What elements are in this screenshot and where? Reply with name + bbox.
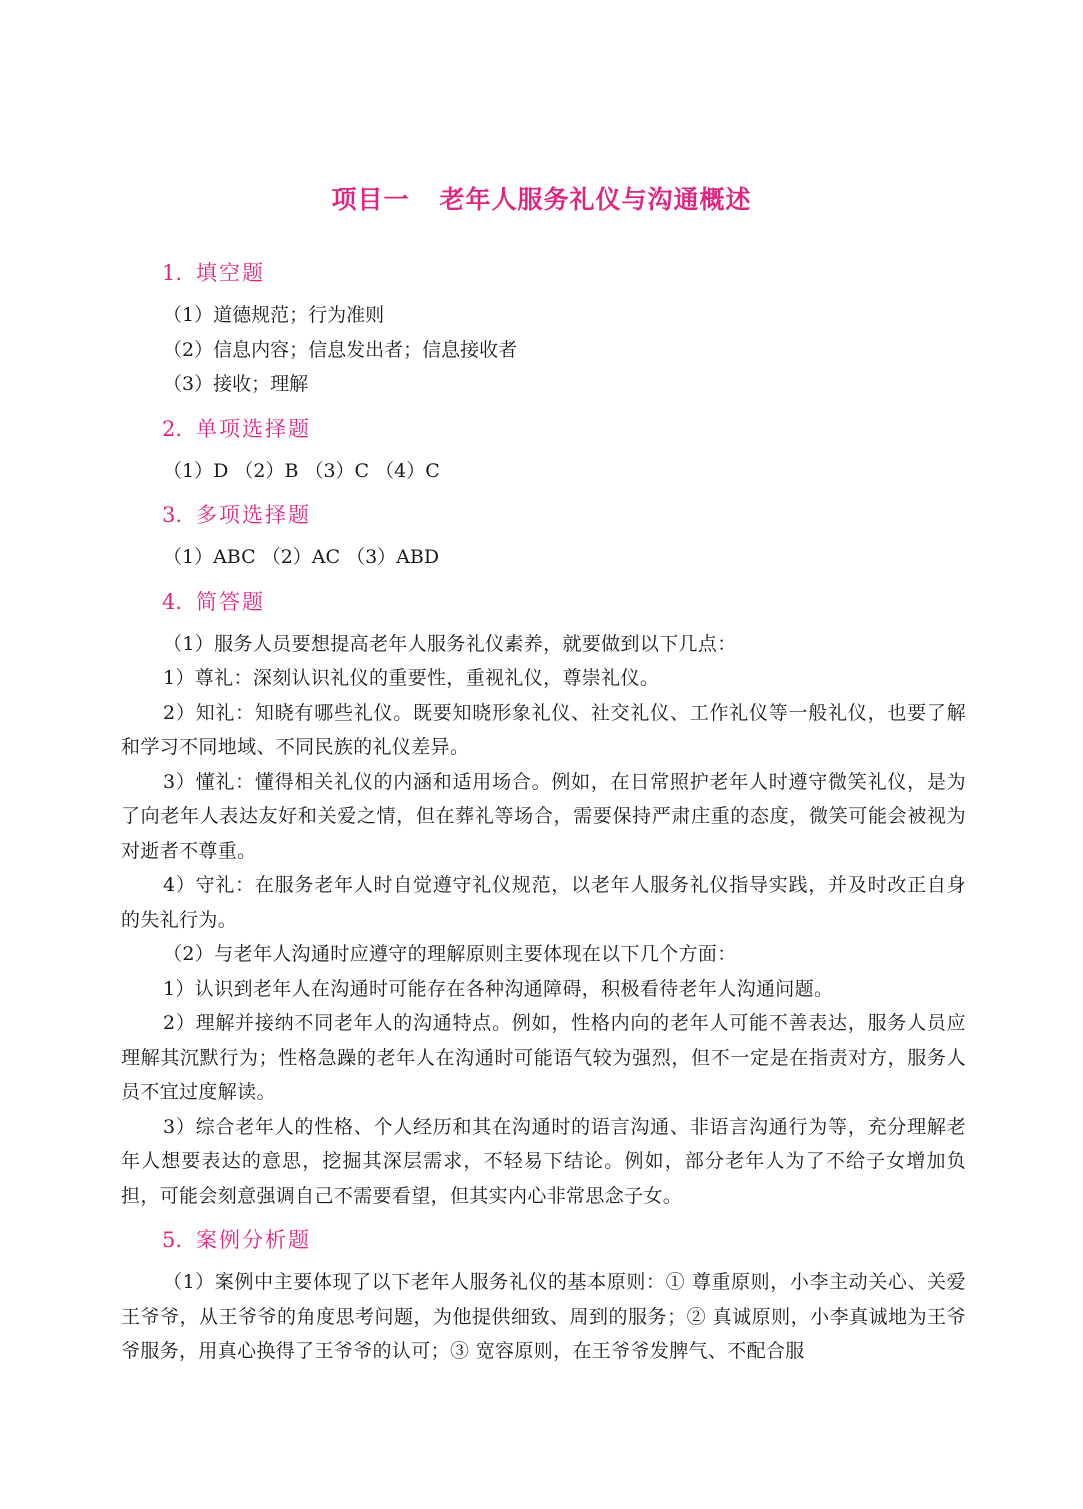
answer-paragraph: （1）服务人员要想提高老年人服务礼仪素养，就要做到以下几点：: [163, 632, 737, 655]
section-heading-short-answer: 4. 简答题: [162, 589, 266, 614]
answer-content: [121, 252, 966, 1369]
answer-paragraph: 3）综合老年人的性格、个人经历和其在沟通时的语言沟通、非语言沟通行为等，充分理解老年人想要表达的意思，挖掘其深层需求，不轻易下结论。例如，部分老年人为了不给子女增加负担，可能会刻意强调自己不需要看望，但其实内心非常思念子女。: [121, 1115, 966, 1207]
answer-paragraph: （2）与老年人沟通时应遵守的理解原则主要体现在以下几个方面：: [163, 943, 737, 965]
section-heading-single-choice: 2. 单项选择题: [162, 416, 312, 441]
chapter-name: 老年人服务礼仪与沟通概述: [439, 185, 752, 214]
section-heading-case-analysis: 5. 案例分析题: [162, 1228, 312, 1252]
answer-paragraph: 4）守礼：在服务老年人时自觉遵守礼仪规范，以老年人服务礼仪指导实践，并及时改正自身的失礼行为。: [121, 874, 966, 931]
answer-line: （2）信息内容；信息发出者；信息接收者: [163, 338, 518, 361]
answer-line: （1）ABC （2）AC （3）ABD: [163, 546, 440, 568]
answer-paragraph: （1）案例中主要体现了以下老年人服务礼仪的基本原则：① 尊重原则，小李主动关心、关爱王爷爷，从王爷爷的角度思考问题，为他提供细致、周到的服务；② 真诚原则，小李真诚地为王爷爷服务，用真心换得了王爷爷的认可；③ 宽容原则，在王爷爷发脾气、不配合服: [121, 1271, 966, 1362]
answer-paragraph: 1）尊礼：深刻认识礼仪的重要性，重视礼仪，尊崇礼仪。: [163, 667, 660, 689]
section-heading-fill-blank: 1. 填空题: [162, 261, 266, 285]
answer-paragraph: 3）懂礼：懂得相关礼仪的内涵和适用场合。例如，在日常照护老年人时遵守微笑礼仪，是为了向老年人表达友好和关爱之情，但在葬礼等场合，需要保持严肃庄重的态度，微笑可能会被视为对逝者不尊重。: [121, 770, 966, 862]
chapter-number: 项目一: [331, 185, 410, 214]
chapter-title: [0, 180, 1083, 216]
answer-paragraph: 2）知礼：知晓有哪些礼仪。既要知晓形象礼仪、社交礼仪、工作礼仪等一般礼仪，也要了解和学习不同地域、不同民族的礼仪差异。: [121, 701, 966, 758]
answer-line: （1）道德规范；行为准则: [163, 304, 385, 326]
answer-line: （1）D （2）B （3）C （4）C: [163, 459, 440, 482]
section-heading-multiple-choice: 3. 多项选择题: [162, 503, 312, 527]
answer-line: （3）接收；理解: [163, 373, 309, 395]
answer-paragraph: 2）理解并接纳不同老年人的沟通特点。例如，性格内向的老年人可能不善表达，服务人员应理解其沉默行为；性格急躁的老年人在沟通时可能语气较为强烈，但不一定是在指责对方，服务人员不宜过度解读。: [121, 1012, 966, 1103]
answer-paragraph: 1）认识到老年人在沟通时可能存在各种沟通障碍，积极看待老年人沟通问题。: [163, 977, 834, 1000]
